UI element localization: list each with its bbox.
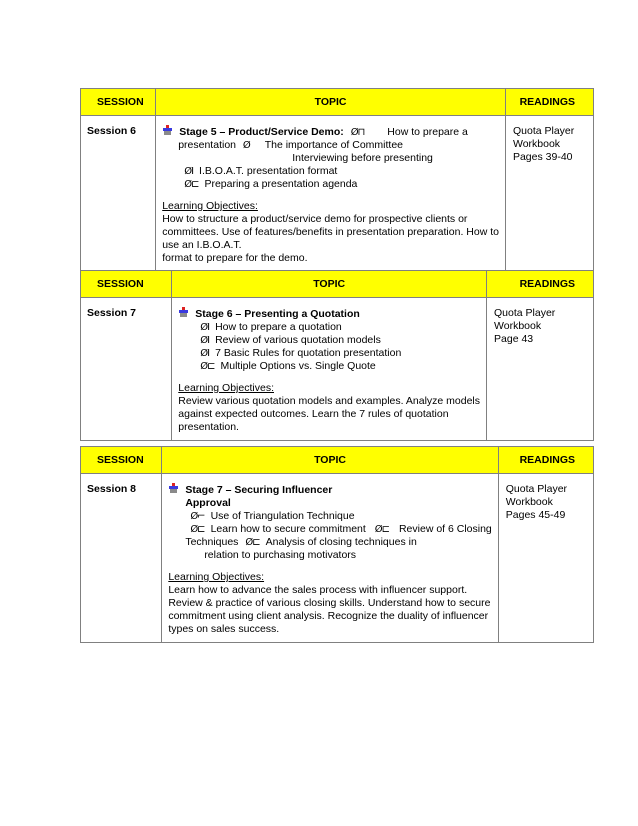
learning-objectives-text: commitment using client analysis. Recognize the duality of influencer	[168, 610, 489, 622]
readings-cell	[499, 474, 593, 522]
reading-line: Quota Player	[505, 483, 568, 495]
topic-header: TOPIC	[172, 271, 487, 298]
session-name: Session 7	[87, 307, 137, 319]
stage-title: Stage 7 – Securing Influencer	[185, 484, 333, 496]
stage-bullet-icon	[162, 125, 173, 136]
learning-objectives-heading: Learning Objectives:	[178, 382, 274, 394]
topic-item: Preparing a presentation agenda	[204, 178, 358, 190]
topic-item: Learn how to secure commitment	[210, 523, 366, 535]
reading-line: Quota Player	[494, 307, 556, 319]
topic-item: 7 Basic Rules for quotation presentation	[215, 347, 402, 359]
topic-item: Use of Triangulation Technique	[210, 510, 355, 522]
reading-line: Page 43	[494, 333, 534, 345]
topic-item: Review of 6 Closing	[398, 523, 492, 535]
topic-text: Interviewing before presenting	[292, 152, 433, 164]
session-header: SESSION	[81, 271, 172, 298]
reading-line: Workbook	[494, 320, 542, 332]
topic-item: I.B.O.A.T. presentation format	[199, 165, 338, 177]
stage-title: Stage 5 – Product/Service Demo:	[179, 126, 344, 138]
session-7-table	[80, 270, 594, 441]
learning-objectives-text: Review various quotation models and examples. Analyze models	[178, 395, 481, 407]
stage-bullet-icon	[168, 483, 179, 494]
readings-header: READINGS	[505, 89, 593, 116]
learning-objectives-text: How to structure a product/service demo for prospective clients or	[162, 213, 468, 225]
checkbox-bullet-symbol: Ø⊏	[245, 537, 260, 548]
topic-text: Techniques	[185, 536, 239, 548]
stage-title: Stage 6 – Presenting a Quotation	[195, 308, 360, 320]
topic-text: presentation	[178, 139, 236, 151]
learning-objectives-text: presentation.	[178, 421, 239, 433]
session-8-table	[80, 446, 594, 643]
checkbox-bullet-symbol: Ø⊏	[190, 524, 205, 535]
readings-cell	[506, 116, 593, 164]
checkbox-bullet-symbol: Ø⊏	[374, 524, 389, 535]
readings-cell	[487, 298, 593, 346]
reading-line: Pages 39-40	[512, 151, 573, 163]
session-6-table	[80, 88, 594, 272]
learning-objectives-text: against expected outcomes. Learn the 7 rules of quotation	[178, 408, 449, 420]
stage-bullet-icon	[178, 307, 189, 318]
topic-text: Analysis of closing techniques in	[265, 536, 417, 548]
checkbox-bullet-symbol: ØI	[200, 322, 210, 333]
topic-text: The importance of Committee	[264, 139, 404, 151]
topic-item: Review of various quotation models	[215, 334, 381, 346]
session-header: SESSION	[81, 447, 162, 474]
checkbox-bullet-symbol: ØI	[184, 166, 194, 177]
reading-line: Workbook	[512, 138, 561, 150]
reading-line: Workbook	[505, 496, 553, 508]
checkbox-bullet-symbol: Ø⌐	[190, 511, 205, 522]
session-name: Session 8	[87, 483, 137, 495]
topic-header: TOPIC	[156, 89, 506, 116]
readings-header: READINGS	[498, 447, 593, 474]
learning-objectives-text: Learn how to advance the sales process with influencer support.	[168, 584, 468, 596]
topic-text: How to prepare a	[387, 126, 468, 138]
learning-objectives-text: committees. Use of features/benefits in presentation preparation. How to	[162, 226, 499, 238]
reading-line: Pages 45-49	[505, 509, 566, 521]
checkbox-bullet-symbol: Ø	[242, 140, 250, 151]
learning-objectives-text: Review & practice of various closing skills. Understand how to secure	[168, 597, 491, 609]
topic-text: relation to purchasing motivators	[204, 549, 357, 561]
learning-objectives-text: use an I.B.O.A.T.	[162, 239, 242, 251]
topic-item: Multiple Options vs. Single Quote	[220, 360, 376, 372]
learning-objectives-text: format to prepare for the demo.	[162, 252, 308, 264]
checkbox-bullet-symbol: Ø⊏	[184, 179, 199, 190]
learning-objectives-heading: Learning Objectives:	[162, 200, 258, 212]
topic-cell	[172, 298, 486, 440]
learning-objectives-text: types on sales success.	[168, 623, 280, 635]
topic-cell	[156, 116, 505, 271]
learning-objectives-heading: Learning Objectives:	[168, 571, 265, 583]
checkbox-bullet-symbol: Ø⊓	[350, 127, 365, 138]
reading-line: Quota Player	[512, 125, 575, 137]
checkbox-bullet-symbol: ØI	[200, 335, 210, 346]
topic-item: How to prepare a quotation	[215, 321, 342, 333]
topic-header: TOPIC	[162, 447, 498, 474]
session-header: SESSION	[81, 89, 156, 116]
checkbox-bullet-symbol: Ø⊏	[200, 361, 215, 372]
session-name: Session 6	[87, 125, 137, 137]
topic-cell	[162, 474, 497, 642]
readings-header: READINGS	[487, 271, 594, 298]
stage-title: Approval	[185, 497, 231, 509]
checkbox-bullet-symbol: ØI	[200, 348, 210, 359]
